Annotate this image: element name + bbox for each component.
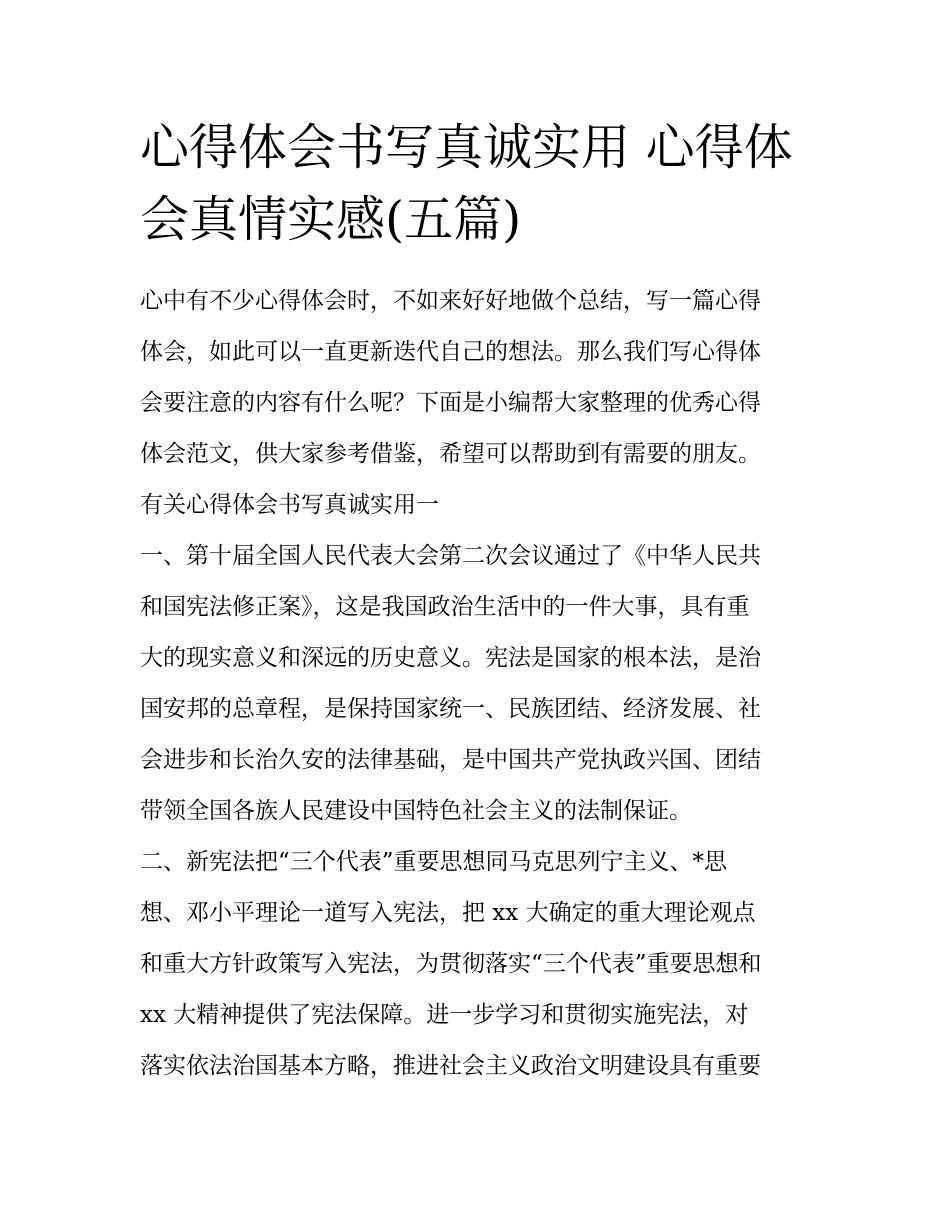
body-line-12: 二、新宪法把“三个代表”重要思想同马克思列宁主义、*思 [140,849,728,875]
body-line-11: 带领全国各族人民建设中国特色社会主义的法制保证。 [140,798,692,824]
body-line-15: xx 大精神提供了宪法保障。进一步学习和贯彻实施宪法，对 [140,1002,749,1028]
body-line-1: 心中有不少心得体会时，不如来好好地做个总结，写一篇心得 [140,288,761,314]
body-line-3: 会要注意的内容有什么呢？下面是小编帮大家整理的优秀心得 [140,390,761,416]
body-line-14: 和重大方针政策写入宪法，为贯彻落实“三个代表”重要思想和 [140,951,762,977]
body-line-16: 落实依法治国基本方略，推进社会主义政治文明建设具有重要 [140,1053,761,1079]
title-line-1: 心得体会书写真诚实用 心得体 [140,119,793,176]
body-line-10: 会进步和长治久安的法律基础，是中国共产党执政兴国、团结 [140,747,761,773]
title-line-2: 会真情实感(五篇) [140,191,522,248]
body-line-4: 体会范文，供大家参考借鉴，希望可以帮助到有需要的朋友。 [140,441,761,467]
section-heading: 有关心得体会书写真诚实用一 [140,492,439,518]
document-title [140,112,820,256]
body-line-2: 体会，如此可以一直更新迭代自己的想法。那么我们写心得体 [140,339,761,365]
body-line-8: 大的现实意义和深远的历史意义。宪法是国家的根本法，是治 [140,645,761,671]
body-line-13: 想、邓小平理论一道写入宪法，把 xx 大确定的重大理论观点 [140,900,756,926]
body-line-6: 一、第十届全国人民代表大会第二次会议通过了《中华人民共 [140,543,761,569]
body-line-9: 国安邦的总章程，是保持国家统一、民族团结、经济发展、社 [140,696,761,722]
body-line-7: 和国宪法修正案》，这是我国政治生活中的一件大事，具有重 [140,594,750,620]
document-body [140,276,820,1092]
